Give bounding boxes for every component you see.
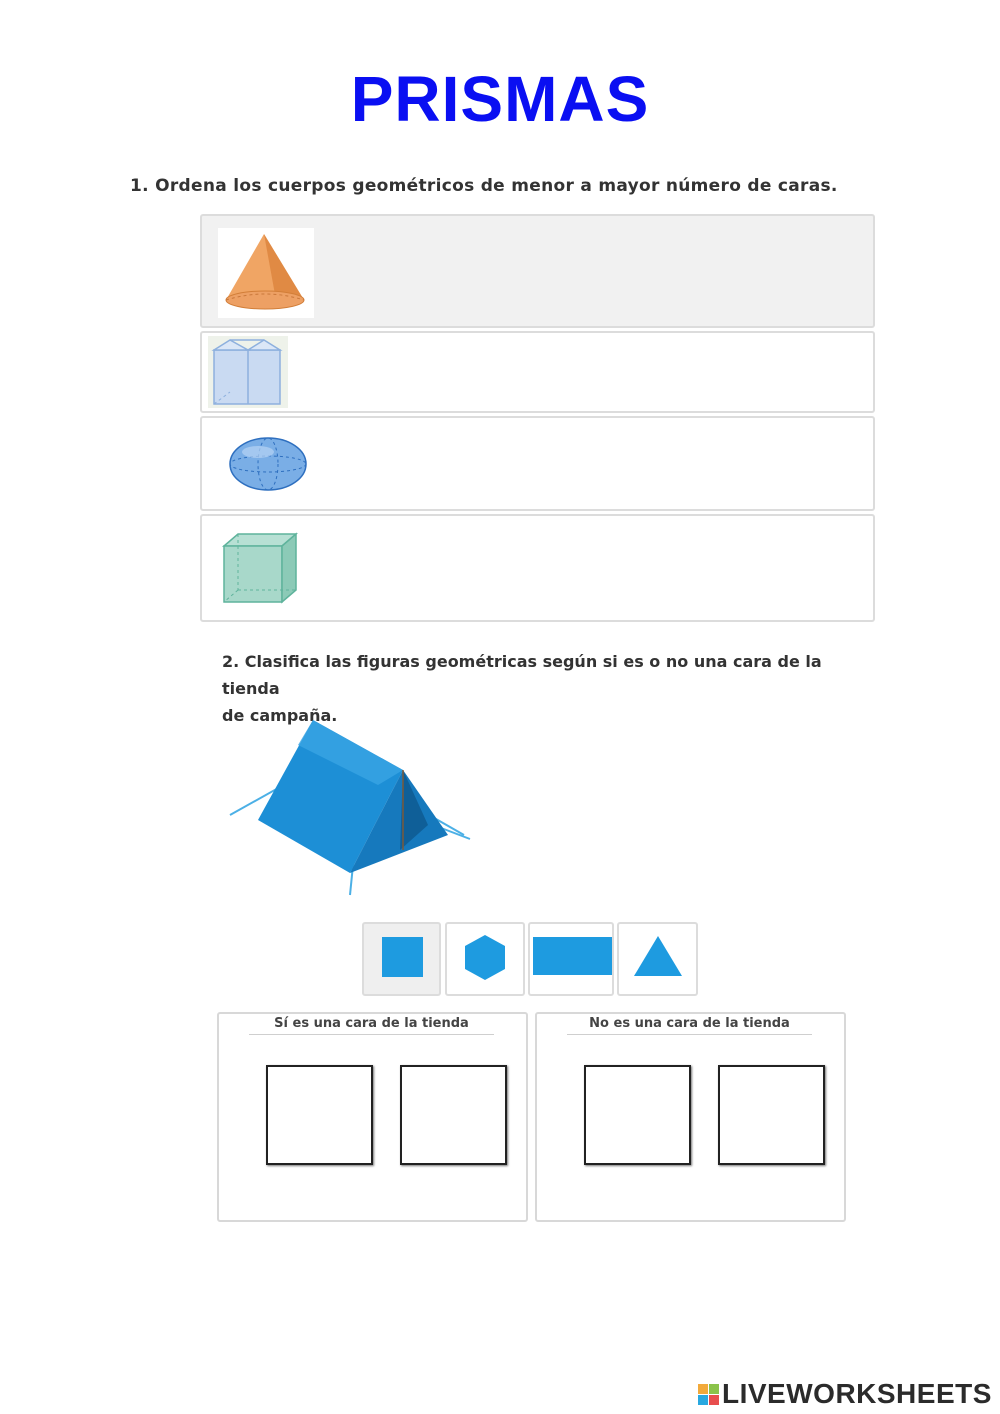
question-2-line-2: de campaña.	[222, 706, 338, 725]
question-1: 1. Ordena los cuerpos geométricos de menor a mayor número de caras.	[130, 176, 838, 196]
cone-icon	[218, 228, 314, 318]
panel-yes-title: Sí es una cara de la tienda	[249, 1016, 494, 1035]
tent-icon	[228, 715, 473, 900]
brand-name: LIVEWORKSHEETS	[722, 1378, 992, 1409]
shape-tile-triangle[interactable]	[617, 922, 698, 996]
panel-no-title: No es una cara de la tienda	[567, 1016, 812, 1035]
sortable-row-4[interactable]	[200, 514, 875, 622]
question-2-line-1: 2. Clasifica las figuras geométricas según si es o no una cara de la tienda	[222, 652, 822, 698]
panel-no	[535, 1012, 846, 1222]
drop-slot[interactable]	[584, 1065, 691, 1165]
shape-tile-rectangle[interactable]	[528, 922, 614, 996]
hexagon-icon	[447, 924, 523, 994]
rectangle-icon	[530, 924, 612, 994]
sortable-row-3[interactable]	[200, 416, 875, 511]
drop-slot[interactable]	[718, 1065, 825, 1165]
triangle-icon	[619, 924, 696, 994]
shape-tile-square[interactable]	[362, 922, 441, 996]
sortable-row-2[interactable]	[200, 331, 875, 413]
page-title: PRISMAS	[350, 63, 650, 135]
drop-slot[interactable]	[266, 1065, 373, 1165]
sortable-row-1[interactable]	[200, 214, 875, 328]
ellipsoid-icon	[226, 434, 310, 494]
triangular-prism-icon	[208, 336, 288, 408]
panel-yes	[217, 1012, 528, 1222]
shape-tile-hexagon[interactable]	[445, 922, 525, 996]
cube-icon	[220, 530, 300, 606]
liveworksheets-logo-icon	[697, 1378, 721, 1412]
drop-slot[interactable]	[400, 1065, 507, 1165]
square-icon	[364, 924, 439, 994]
